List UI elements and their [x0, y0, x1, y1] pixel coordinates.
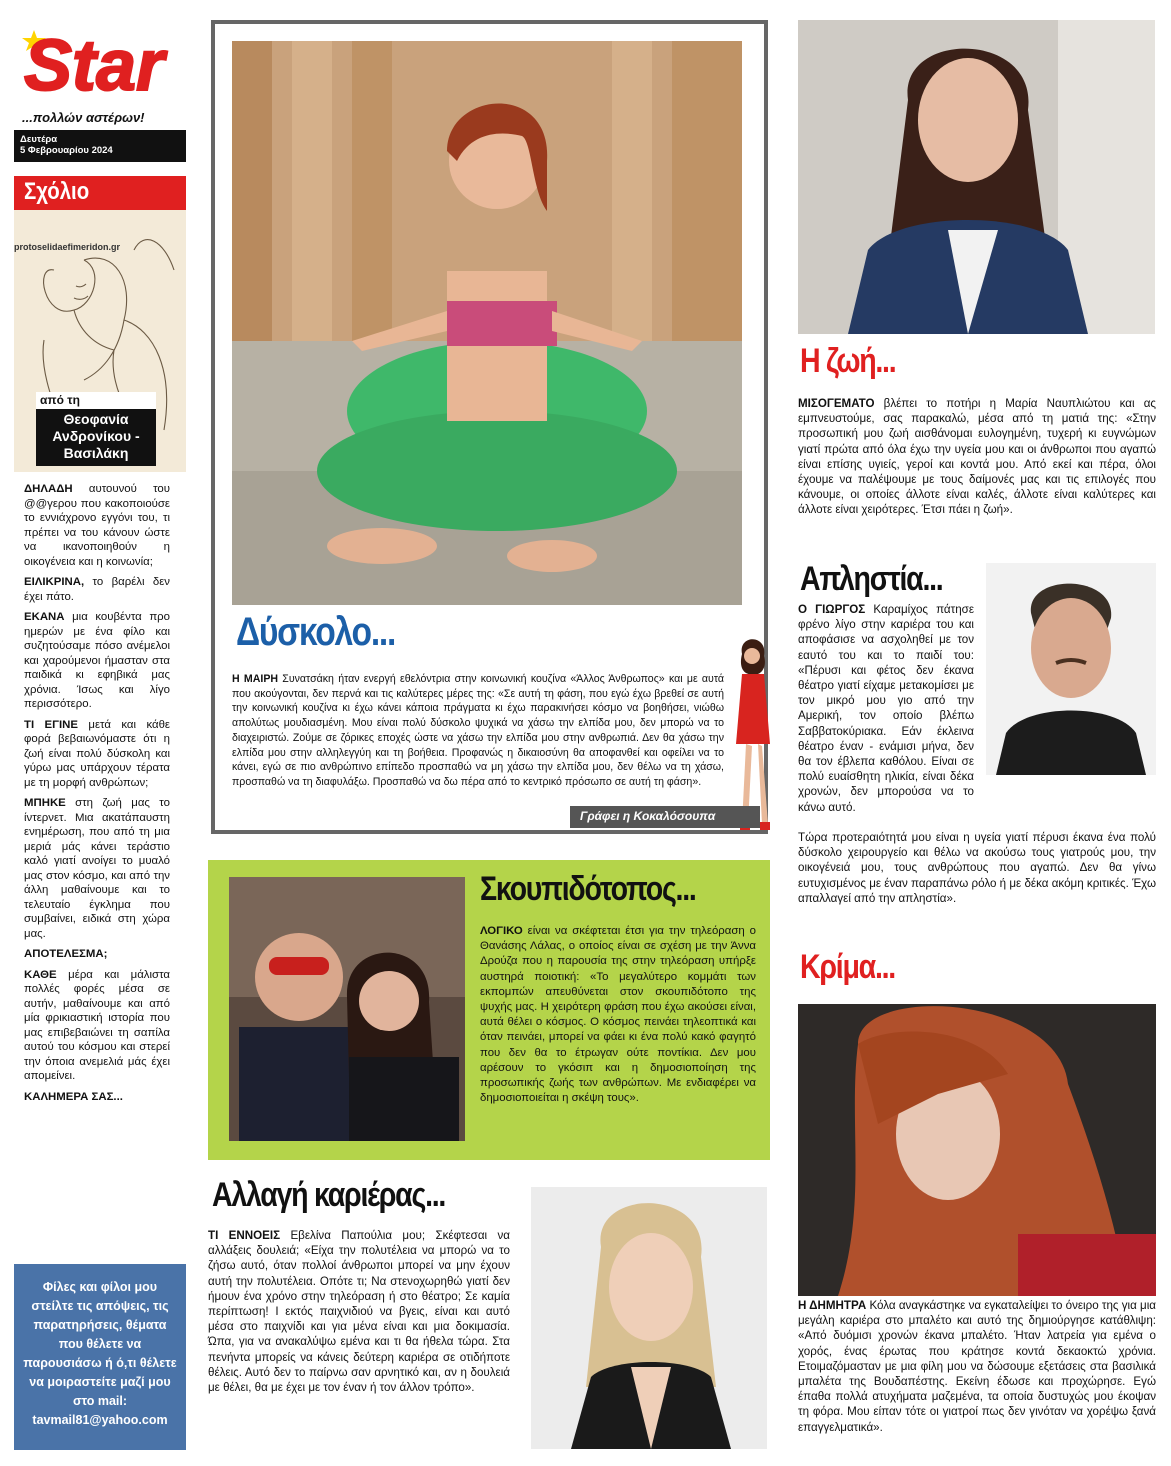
paragraph-text: μετά και κάθε φορά βεβαιωνόμαστε ότι η ζωή είναι πολύ δύσκολη και γύρω μας υπάρχουν τέρατα με τη μορφή ανθρώπων; — [24, 718, 170, 789]
article-lead: ΛΟΓΙΚΟ — [480, 925, 523, 937]
paragraph-text: στη ζωή μας το ίντερνετ. Μια ακατάπαυστη ενημέρωση, που από τη μια μεριά μάς κάνει τεράστιο καλό γιατί ανοίγει το μυαλό μας στον κόσμο, και από την άλλη μαθαίνουμε και το τελευταίο έγκλημα που συμβαίνει, ειδικά στη χώρα μας. — [24, 797, 170, 940]
paragraph-lead: ΑΠΟΤΕΛΕΣΜΑ; — [24, 948, 108, 960]
greed-photo — [986, 563, 1156, 775]
career-photo — [531, 1187, 767, 1449]
contact-text: Φίλες και φίλοι μου στείλτε τις απόψεις, τις παρατηρήσεις, θέματα που θέλετε να παρουσιάσω ή ό,τι θέλετε να μοιραστείτε μαζί μου στο mail: — [23, 1280, 177, 1408]
paragraph-lead: ΔΗΛΑΔΗ — [24, 483, 73, 495]
paragraph-lead: ΚΑΘΕ — [24, 968, 57, 981]
issue-date: 5 Φεβρουαρίου 2024 — [20, 145, 113, 156]
life-photo — [798, 20, 1155, 334]
life-article — [798, 396, 1156, 518]
pity-headline: Κρίμα... — [800, 948, 895, 986]
sign-off: ΚΑΛΗΜΕΡΑ ΣΑΣ... — [24, 1090, 123, 1103]
logo-text: Star — [24, 26, 165, 100]
dump-article — [480, 924, 756, 1106]
career-headline: Αλλαγή καριέρας... — [212, 1176, 446, 1214]
comment-column — [24, 482, 170, 1110]
tagline: ...πολλών αστέρων! — [22, 110, 145, 125]
byline-prefix: από τη — [36, 392, 156, 409]
article-lead: Η ΜΑΙΡΗ — [232, 673, 279, 685]
date-bar — [14, 130, 186, 162]
pity-article — [798, 1298, 1156, 1435]
byline-name: Θεοφανία Ανδρονίκου - Βασιλάκη — [52, 411, 140, 461]
article-text: Εβελίνα Παπούλια μου; Σκέφτεσαι να αλλάξεις δουλειά; «Είχα την πολυτέλεια να μπορώ να το ζήσω αυτό, όταν πολλοί άνθρωποι μπορεί να μην έχουν αυτή την πολυτέλεια. Οπότε τι; Να στενοχωρηθώ γιατί δεν ήμουν ένα χρόνο στην τηλεόραση ή στο θέατρο; Σε καμία περίπτωση! Ι εκτός παιχνιδιού να βγεις, είναι και αυτό μέσα στο παιχνίδι και για μένα είναι και μια δοκιμασία. Ώπα, για να ανακαλύψω εμένα και τι θα ήθελα τώρα. Στα πενήντα μπορείς να κάνεις δεύτερη καριέρα σε οτιδήποτε θέλεις. Αυτό δεν το παίρνω σαν αρνητικό και, αν η δουλειά με θέλει, θα με έχει με τον έναν ή τον άλλον τρόπο». — [208, 1229, 510, 1395]
article-text: Κόλα αναγκάστηκε να εγκαταλείψει το όνειρο της για μια μεγάλη καριέρα στο μπαλέτο και αυτό της δημιούργησε κατάθλιψη: «Από δυόμισι χρονών έκανα μπαλέτο. Ήταν λατρεία για εμένα ο χορός, ένας έρωτας που κράτησε κοντά δεκαοκτώ χρόνια. Ετοιμαζόμασταν με μια φίλη μου να δώσουμε εξετάσεις στα βασιλικά μπαλέτα της Βουδαπέστης. Εκείνη έδωσε και προχώρησε. Εγώ έπαθα πολλά ατυχήματα μαζεμένα, τα οποία δυστυχώς μου έκοψαν τη φόρα. Μου είπαν τότε οι γιατροί πως δεν γινόταν να χορέψω ξανά επαγγελματικά». — [798, 1299, 1156, 1434]
paragraph-lead: ΕΚΑΝΑ — [24, 611, 65, 623]
couple-photo — [229, 877, 465, 1141]
article-text: βλέπει το ποτήρι η Μαρία Ναυπλιώτου και ας εμπνευστούμε, σας παρακαλώ, μέσα από τη ματιά της: «Στην προσωπική μου ζωή αισθάνομαι ευλογημένη, τυχερή κι ευγνώμων γιατί πρώτα από όλα έχω την υγεία μου και οι άνθρωποι που αγαπώ είναι επίσης υγιείς, γεροί και κοντά μου. Από εκεί και πέρα, όλοι έχουμε να παλέψουμε με τους δαίμονές μας και τις επιλογές που κάνουμε, οι οποίες άλλοτε είναι καλές, άλλοτε είναι καλύτερες και άλλοτε είναι χειρότερες. Έτσι πάει η ζωή». — [798, 397, 1157, 517]
section-label: Σχόλιο — [14, 176, 186, 210]
article-text: είναι να σκέφτεται έτσι για την τηλεόραση ο Θανάσης Λάλας, ο οποίος είναι σε σχέση με την Άννα Δρούζα που η παρουσία της στην τηλεόραση υπήρξε αυστηρά ποιοτική: «Το μεγαλύτερο κομμάτι των εκπομπών απευθύνεται στον σκουπιδότοπο της ψυχής μας. Η χειρότερη φράση που έχω ακούσει είναι, αυτά θέλει ο κόσμος. Ο κόσμος πεινάει τηλεοπτικά και όταν πεινάει, μπορεί να φάει κι ένα πολύ κακό φαγητό που δεν θα το έτρωγαν ούτε ποντίκια. Δεν μου αρέσουν το γκόσιπ και η δημοσιοποίηση της προσωπικής ζωής των ανθρώπων. Με ενδιαφέρει να δημοσιοποιείται η σκέψη τους». — [480, 925, 756, 1105]
paragraph-text: μέρα και μάλιστα πολλές φορές μέσα σε αυτήν, μαθαίνουμε και από μία φρικιαστική ιστορία που μας επιβεβαιώνει τη σαπίλα αυτού του κόσμου και στερεί την όποια ανεμελιά μάς έχει απομείνει. — [24, 968, 170, 1082]
contact-box — [14, 1264, 186, 1450]
greed-headline: Απληστία... — [800, 560, 943, 598]
paragraph-lead: ΤΙ ΕΓΙΝΕ — [24, 718, 78, 731]
article-text: Συνατσάκη ήταν ενεργή εθελόντρια στην κοινωνική κουζίνα «Άλλος Άνθρωπος» και με αυτά που ακούγονται, δεν περνά και τις καλύτερες μέρες της: «Σε αυτή τη φάση, που εγώ έχω βρεθεί σε αυτή την κοινωνική κουζίνα κι έχω κάνει κάποια πράγματα κι έχω παρακινήσει κόσμο να βοηθήσει, νιώθω απολύτως μουδιασμένη. Μου είναι πολύ δύσκολο ψυχικά να χάσω την ελπίδα μου, δεν μπορώ να το διαχειριστώ. Ζούμε σε ζόρικες εποχές ώστε να χάσω την ελπίδα μου στην ανθρωπιά. Δεν θα χάσω την ελπίδα μου στην αλληλεγγύη και τη βοήθεια. Προφανώς η δικαιοσύνη θα αποφανθεί και οφείλει να το κάνει, εγώ σε πιο ανθρώπινο επίπεδο προσπαθώ να μη χάσω την ελπίδα μου, δεν θέλω να τη χάσω, προσπαθώ να τη διαφυλάξω. Προσπαθώ να δω πέρα από το κεντρικό πρόσωπο σε αυτή τη φάση». — [232, 673, 724, 788]
greed-article-continued: Τώρα προτεραιότητά μου είναι η υγεία γιατί πέρυσι έκανα ένα πολύ δύσκολο χειρουργείο και θέλω να ακούσω τους γιατρούς μου, την οικογένειά μου, τους ανθρώπους που αγαπώ. Δεν θα γίνω ευτυχισμένος με έναν παραπάνω ρόλο ή με δέκα ακόμη κριτικές. Έχω απαλλαγεί από την απληστία». — [798, 831, 1156, 905]
article-text: Καραμίχος πάτησε φρένο λίγο στην καριέρα του και αποφάσισε να ασχοληθεί με τον εαυτό του και το παιδί του: «Πέρυσι και φέτος δεν έκανα θέατρο γιατί είχαμε μετακομίσει με τον μικρό μου γιο από την Αμερική, τον οποίο βλέπω Σαββατοκύριακα. Εάν έκλεινα θέατρο έναν - ενάμισι μήνα, δεν θα τον έβλεπα καθόλου. Είναι σε πολύ ευαίσθητη ηλικία, είναι δέκα χρονών, δεν μπορούσα να το κάνω αυτό. — [798, 603, 974, 814]
author-credit: Γράφει η Κοκαλόσουπα — [570, 806, 760, 828]
article-lead: Ο ΓΙΩΡΓΟΣ — [798, 603, 866, 616]
paragraph-text: το βαρέλι δεν έχει πάτο. — [24, 576, 170, 603]
star-logo — [18, 20, 190, 100]
article-lead: ΤΙ ΕΝΝΟΕΙΣ — [208, 1229, 281, 1242]
feature-headline: Δύσκολο... — [236, 610, 396, 654]
weekday: Δευτέρα — [20, 134, 58, 145]
columnist-byline — [36, 392, 156, 466]
mascot-illustration — [728, 634, 778, 834]
paragraph-lead: ΕΙΛΙΚΡΙΝΑ, — [24, 576, 85, 588]
contact-email[interactable]: tavmail81@yahoo.com — [32, 1413, 168, 1427]
paragraph-text: αυτουνού του @@γερου που κακοποιούσε το εννιάχρονο εγγόνι του, τι πρέπει να του κάνουν ώστε να ικανοποιηθούν η οικογένεια και η κοινωνία; — [24, 483, 170, 568]
career-article — [208, 1228, 510, 1395]
paragraph-text: μια κουβέντα προ ημερών με ένα φίλο και συζητούσαμε πόσο ανέμελοι και χαρούμενοι ήμασταν στα παιδικά κι εφηβικά μας χρόνια. Ίσως και λίγο περισσότερο. — [24, 611, 170, 710]
life-headline: Η ζωή... — [800, 342, 896, 380]
pity-photo — [798, 1004, 1156, 1296]
article-lead: ΜΙΣΟΓΕΜΑΤΟ — [798, 397, 875, 410]
watermark: protoselidaefimeridon.gr — [14, 242, 121, 252]
greed-article — [798, 602, 974, 815]
feature-article — [232, 672, 724, 790]
feature-photo — [232, 41, 742, 605]
dump-headline: Σκουπιδότοπος... — [480, 870, 696, 908]
paragraph-lead: ΜΠΗΚΕ — [24, 797, 66, 809]
article-lead: Η ΔΗΜΗΤΡΑ — [798, 1299, 867, 1312]
